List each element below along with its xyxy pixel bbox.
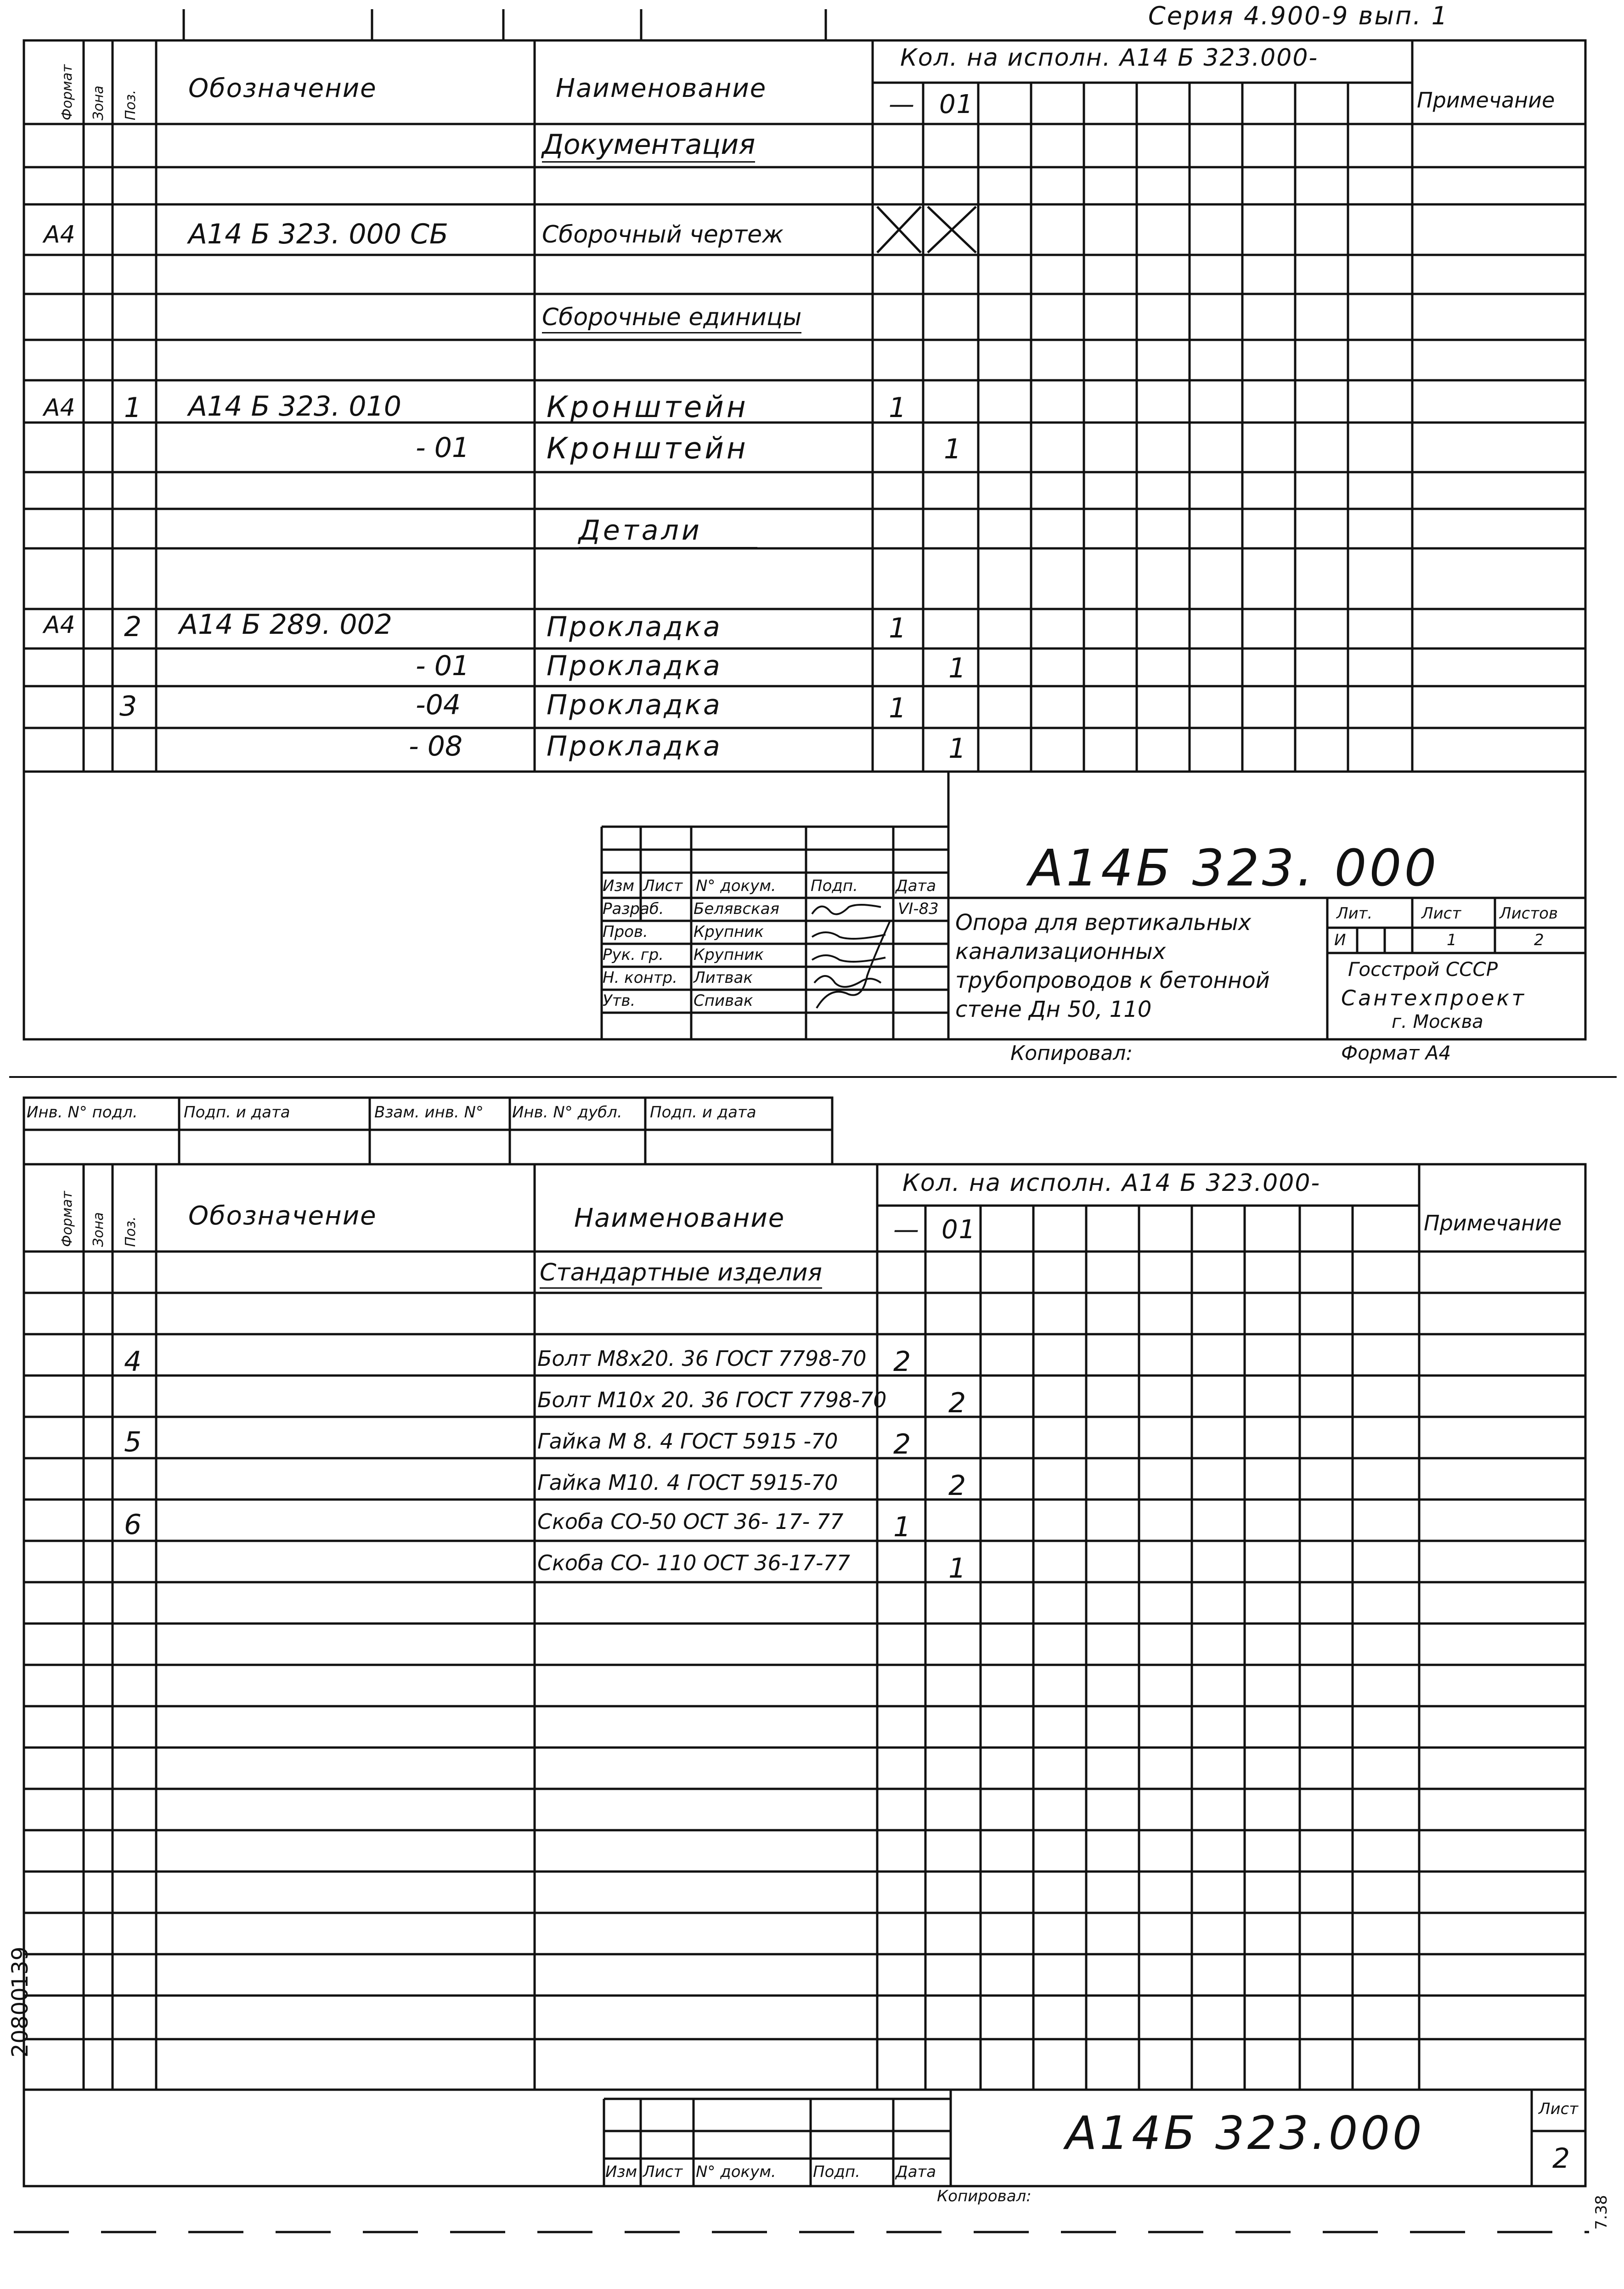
row-name: Гайка М 8. 4 ГОСТ 5915 -70 — [537, 1429, 838, 1454]
section-parts: Детали — [579, 517, 757, 548]
row-designation: А14 Б 289. 002 — [179, 609, 392, 641]
row-qty-01: 1 — [944, 433, 962, 465]
row-name: Болт М8х20. 36 ГОСТ 7798-70 — [537, 1346, 867, 1371]
row-qty-01: 1 — [948, 733, 966, 765]
row-qty-base: 1 — [889, 392, 907, 424]
stamp-col-doc: N° докум. — [696, 2163, 776, 2181]
stamp-role: Рук. гр. — [603, 946, 664, 964]
section-standard-items: Стандартные изделия — [540, 1261, 822, 1289]
row-name: Прокладка — [547, 650, 722, 682]
stamp-col-list: Лист — [643, 877, 683, 895]
copied-by-label: Копировал: — [1010, 1042, 1133, 1065]
col-name-header: Наименование — [574, 1203, 785, 1233]
row-designation: - 01 — [416, 650, 470, 682]
stamp-col-izm: Изм — [603, 877, 635, 895]
row-name: Кронштейн — [547, 432, 749, 466]
col-designation-header: Обозначение — [188, 1201, 377, 1231]
col-designation-header: Обозначение — [188, 73, 377, 103]
row-name: Сборочный чертеж — [542, 221, 784, 248]
stamp-col-doc: N° докум. — [696, 877, 776, 895]
signature-marks — [807, 896, 895, 1015]
row-pos: 2 — [124, 611, 142, 643]
stamp-role: Утв. — [603, 992, 636, 1010]
col-note-header: Примечание — [1417, 88, 1555, 113]
row-qty-base: 1 — [889, 692, 907, 724]
col-qty-header: Кол. на исполн. А14 Б 323.000- — [902, 1169, 1321, 1197]
row-name: Болт М10х 20. 36 ГОСТ 7798-70 — [537, 1387, 887, 1412]
stamp-sheets-label: Листов — [1500, 904, 1558, 923]
stamp-col-list: Лист — [643, 2163, 683, 2181]
archive-label: Инв. N° подл. — [27, 1103, 138, 1122]
stamp-lit-label: Лит. — [1336, 904, 1373, 923]
row-name: Гайка М10. 4 ГОСТ 5915-70 — [537, 1470, 838, 1495]
stamp-col-izm: Изм — [605, 2163, 637, 2181]
col-note-header: Примечание — [1424, 1211, 1562, 1235]
col-variant-1-header: 01 — [939, 90, 974, 119]
row-qty-base: 1 — [889, 612, 907, 644]
archive-label: Подп. и дата — [650, 1103, 756, 1122]
stamp-person: Белявская — [694, 900, 779, 918]
row-qty-base: 2 — [893, 1428, 911, 1460]
stamp-role: Разраб. — [603, 900, 664, 918]
corner-number: 7.38 — [1592, 2195, 1611, 2230]
col-variant-1-header: 01 — [942, 1215, 976, 1245]
stamp-sheet-value: 1 — [1447, 931, 1457, 949]
row-qty-01: 2 — [948, 1470, 966, 1502]
stamp-person: Крупник — [694, 923, 764, 941]
row-format: А4 — [44, 611, 75, 639]
inventory-number: 20800 — [7, 1987, 33, 2058]
row-qty-01: 1 — [948, 652, 966, 684]
col-name-header: Наименование — [556, 73, 767, 103]
col-zone-header: Зона — [90, 85, 107, 120]
series-label: Серия 4.900-9 вып. 1 — [1148, 1, 1449, 30]
stamp-sheets-value: 2 — [1534, 931, 1544, 949]
row-name: Прокладка — [547, 730, 722, 762]
page-number: 139 — [7, 1946, 33, 1989]
col-format-header: Формат — [59, 64, 75, 120]
row-pos: 1 — [124, 392, 142, 424]
format-note: Формат А4 — [1341, 1042, 1451, 1064]
archive-label: Подп. и дата — [184, 1103, 290, 1122]
row-name: Скоба СО-50 ОСТ 36- 17- 77 — [537, 1509, 844, 1534]
stamp-title-line: Опора для вертикальных — [955, 910, 1252, 936]
row-qty-base: 2 — [893, 1346, 911, 1378]
stamp-sheet-label: Лист — [1539, 2100, 1579, 2118]
archive-label: Инв. N° дубл. — [512, 1103, 622, 1122]
stamp-person: Литвак — [694, 969, 753, 987]
row-pos: 3 — [119, 690, 137, 722]
row-name: Прокладка — [547, 689, 722, 721]
row-designation: - 08 — [409, 730, 463, 762]
copied-by-label: Копировал: — [937, 2187, 1032, 2205]
col-variant-0-header: — — [893, 1215, 920, 1245]
section-assembly-units: Сборочные единицы — [542, 305, 801, 333]
col-qty-header: Кол. на исполн. А14 Б 323.000- — [900, 44, 1319, 72]
row-designation: - 01 — [416, 432, 470, 464]
row-pos: 5 — [124, 1426, 142, 1458]
stamp-sheet-label: Лист — [1421, 904, 1461, 923]
stamp-date: VI-83 — [898, 900, 939, 918]
col-variant-0-header: — — [889, 90, 915, 119]
stamp-col-date: Дата — [896, 877, 936, 895]
col-pos-header: Поз. — [123, 1216, 139, 1247]
row-name: Кронштейн — [547, 390, 749, 424]
row-designation: -04 — [416, 689, 461, 721]
row-format: А4 — [44, 394, 75, 422]
col-pos-header: Поз. — [123, 90, 139, 120]
row-qty-base: 1 — [893, 1511, 911, 1543]
stamp-title-line: канализационных — [955, 939, 1166, 964]
stamp-code: А14Б 323.000 — [1066, 2106, 1425, 2160]
stamp-person: Крупник — [694, 946, 764, 964]
col-format-header: Формат — [59, 1191, 75, 1247]
stamp-col-sign: Подп. — [813, 2163, 860, 2181]
stamp-title-line: трубопроводов к бетонной — [955, 968, 1270, 993]
row-format: А4 — [44, 221, 75, 248]
row-designation: А14 Б 323. 000 СБ — [188, 218, 449, 250]
row-name: Прокладка — [547, 611, 722, 643]
stamp-org-line: Сантехпроект — [1341, 986, 1527, 1010]
col-zone-header: Зона — [90, 1212, 107, 1247]
archive-label: Взам. инв. N° — [374, 1103, 484, 1122]
row-pos: 6 — [124, 1509, 142, 1541]
stamp-person: Спивак — [694, 992, 753, 1010]
stamp-org-line: г. Москва — [1392, 1011, 1483, 1032]
row-pos: 4 — [124, 1346, 142, 1378]
stamp-code: А14Б 323. 000 — [1029, 839, 1439, 897]
row-designation: А14 Б 323. 010 — [188, 390, 401, 423]
row-name: Скоба СО- 110 ОСТ 36-17-77 — [537, 1550, 851, 1575]
stamp-org-line: Госстрой СССР — [1348, 958, 1498, 981]
row-qty-01: 2 — [948, 1387, 966, 1419]
section-documentation: Документация — [542, 131, 755, 163]
stamp-sheet-value: 2 — [1552, 2142, 1570, 2175]
stamp-title-line: стене Дн 50, 110 — [955, 997, 1152, 1022]
stamp-role: Пров. — [603, 923, 648, 941]
row-qty-01: 1 — [948, 1552, 966, 1584]
stamp-lit-value: И — [1334, 931, 1346, 949]
stamp-role: Н. контр. — [603, 969, 677, 987]
stamp-col-sign: Подп. — [811, 877, 858, 895]
stamp-col-date: Дата — [896, 2163, 936, 2181]
